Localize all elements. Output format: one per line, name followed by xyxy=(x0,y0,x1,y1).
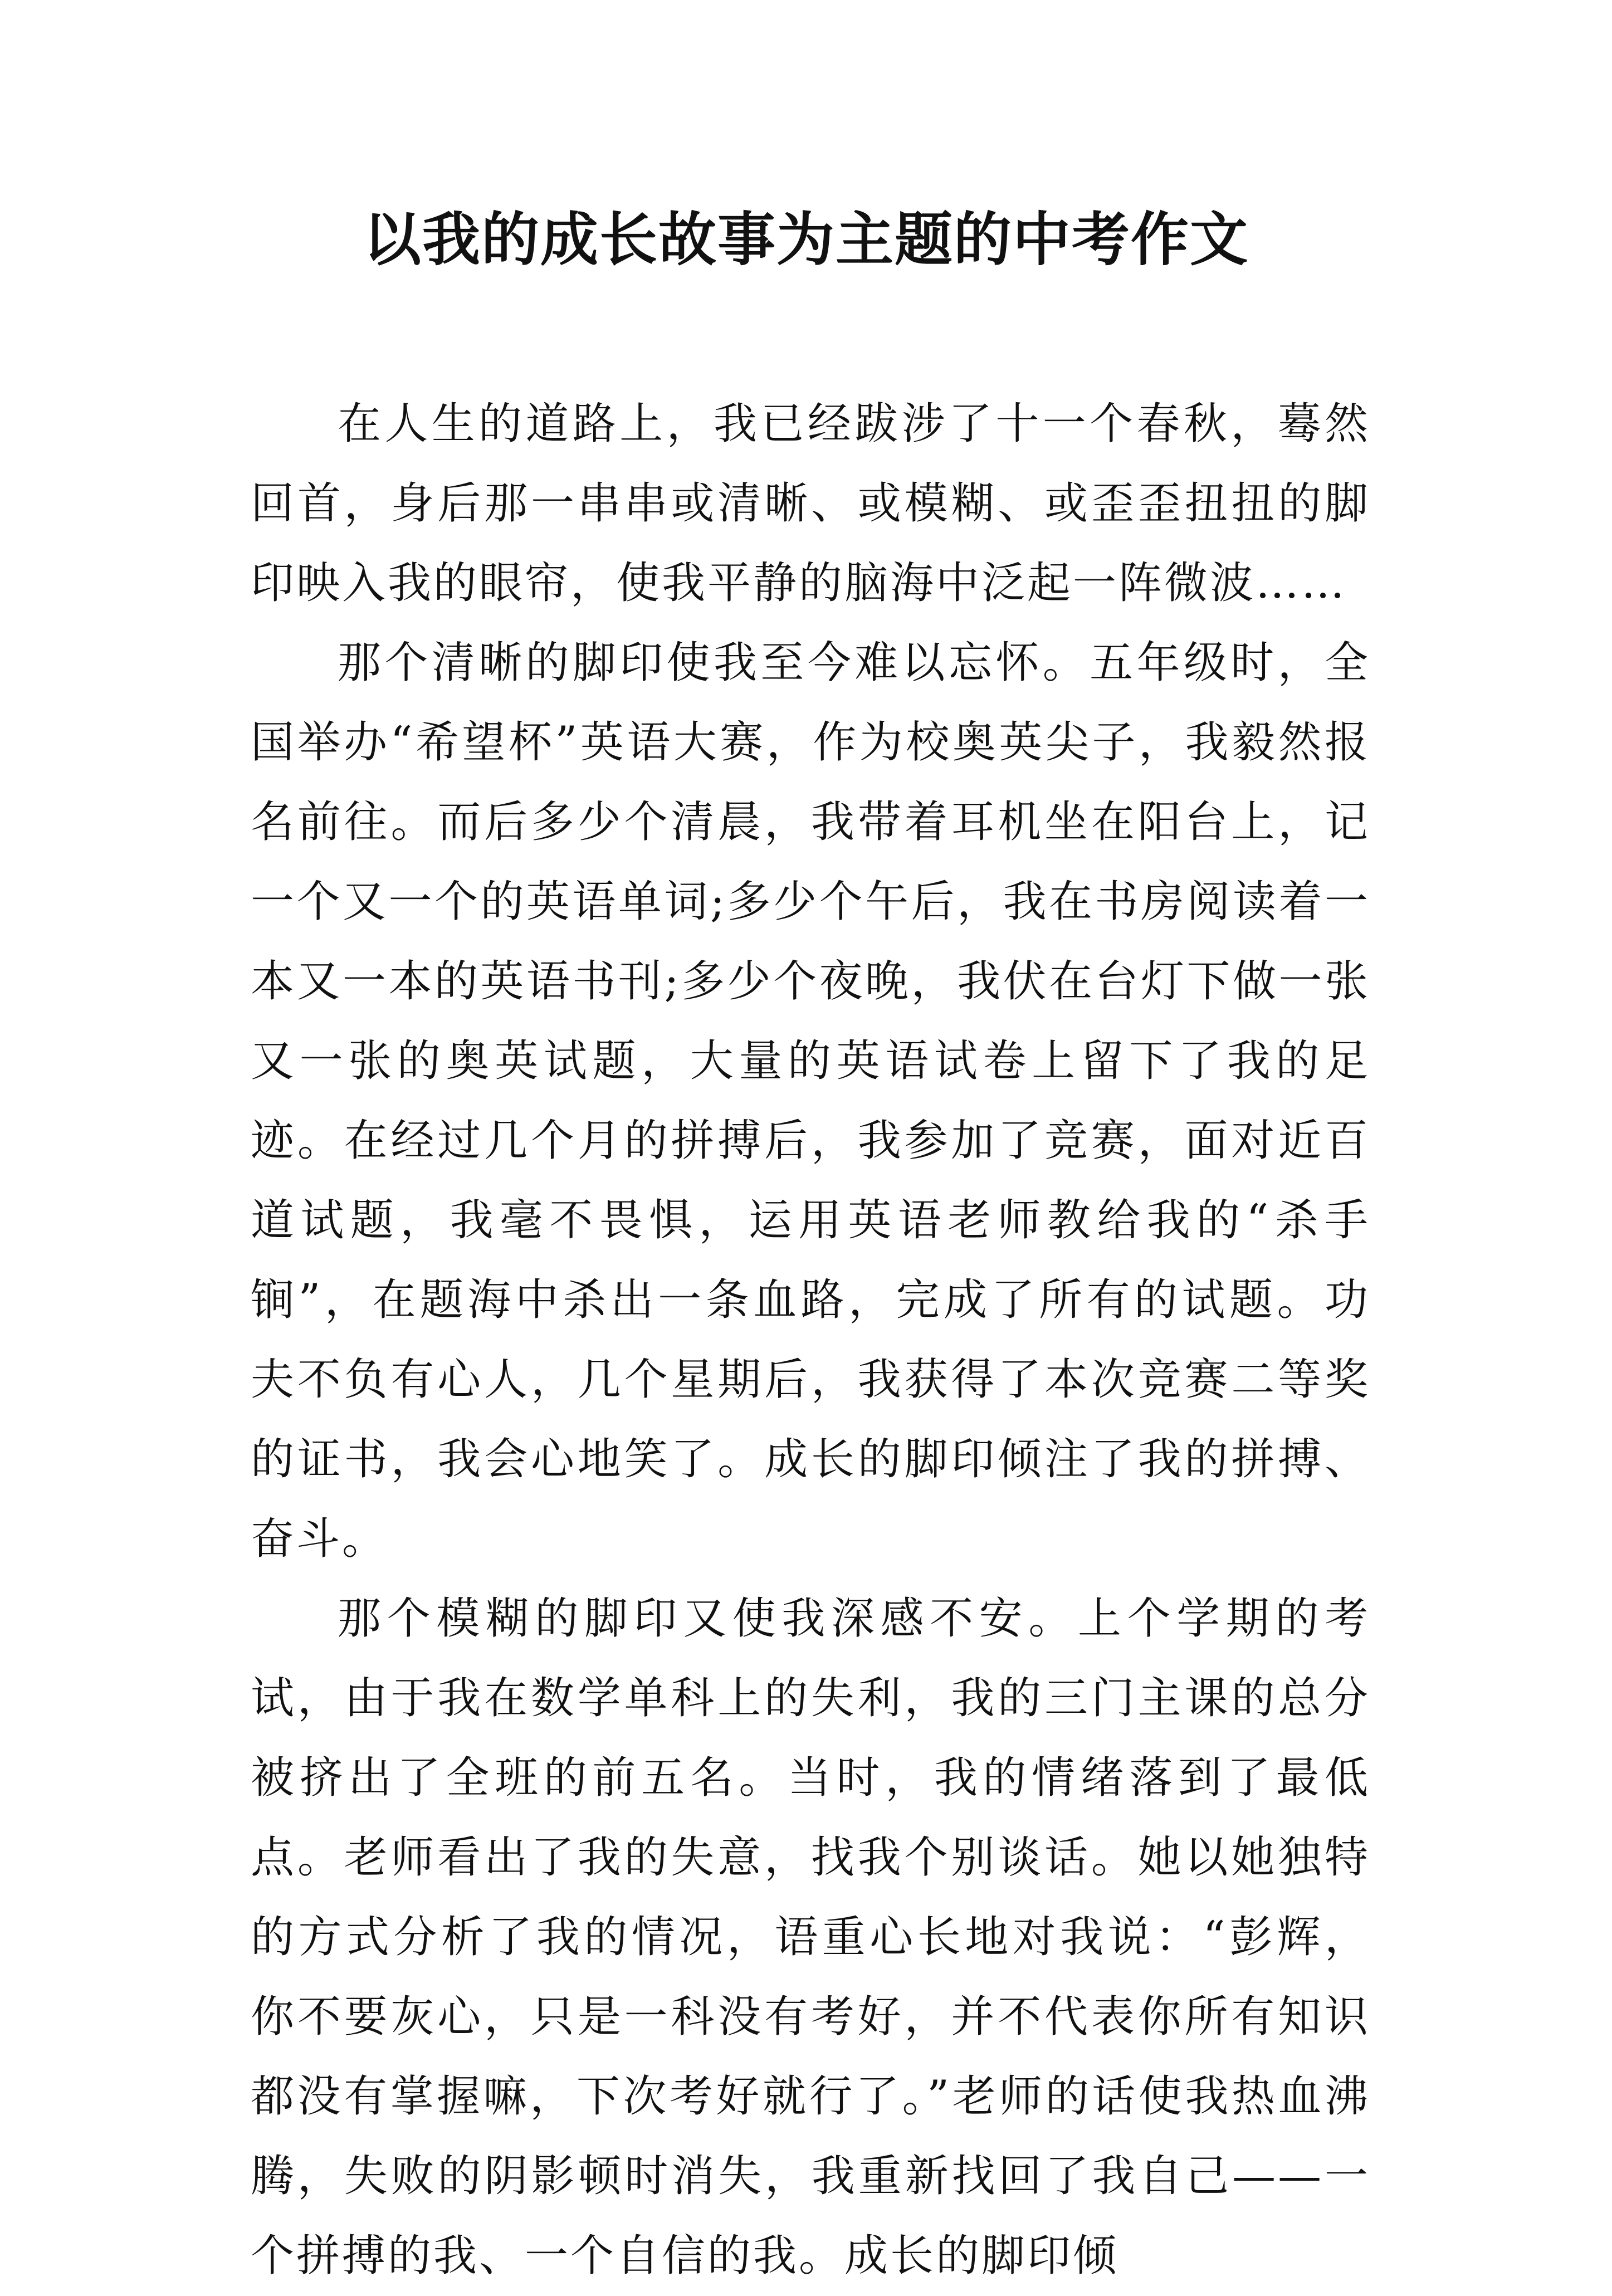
document-body xyxy=(251,384,1370,2296)
document-title: 以我的成长故事为主题的中考作文 xyxy=(363,205,1249,273)
paragraph-3: 那个模糊的脚印又使我深感不安。上个学期的考试，由于我在数学单科上的失利，我的三门主课的总分被挤出了全班的前五名。当时，我的情绪落到了最低点。老师看出了我的失意，找我个别谈话。她以她独特的方式分析了我的情况，语重心长地对我说：“彭辉，你不要灰心，只是一科没有考好，并不代表你所有知识都没有掌握嘛，下次考好就行了。”老师的话使我热血沸腾，失败的阴影顿时消失，我重新找回了我自己——一个拼搏的我、一个自信的我。成长的脚印倾 xyxy=(251,1594,1370,2281)
paragraph-2: 那个清晰的脚印使我至今难以忘怀。五年级时，全国举办“希望杯”英语大赛，作为校奥英尖子，我毅然报名前往。而后多少个清晨，我带着耳机坐在阳台上，记一个又一个的英语单词;多少个午后，我在书房阅读着一本又一本的英语书刊;多少个夜晚，我伏在台灯下做一张又一张的奥英试题，大量的英语试卷上留下了我的足迹。在经过几个月的拼搏后，我参加了竞赛，面对近百道试题，我毫不畏惧，运用英语老师教给我的“杀手锏”，在题海中杀出一条血路，完成了所有的试题。功夫不负有心人，几个星期后，我获得了本次竞赛二等奖的证书，我会心地笑了。成长的脚印倾注了我的拼搏、奋斗。 xyxy=(251,638,1370,1564)
paragraph-1: 在人生的道路上，我已经跋涉了十一个春秋，蓦然回首，身后那一串串或清晰、或模糊、或歪歪扭扭的脚印映入我的眼帘，使我平静的脑海中泛起一阵微波…… xyxy=(251,399,1370,608)
